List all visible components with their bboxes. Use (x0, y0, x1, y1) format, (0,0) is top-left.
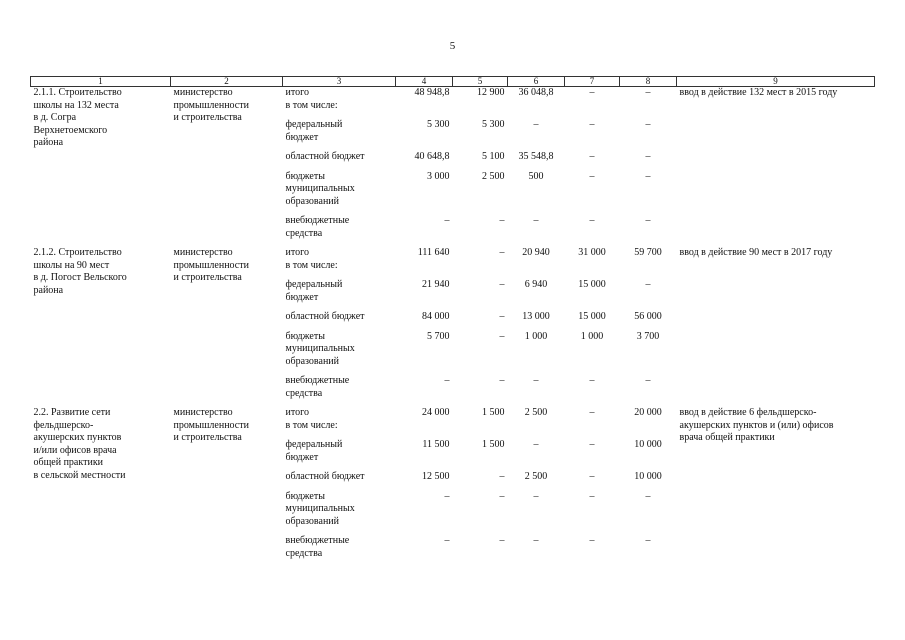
col-header-4: 4 (396, 77, 453, 87)
spacer-cell (565, 528, 620, 535)
spacer-cell (396, 164, 453, 171)
spacer-cell (565, 208, 620, 215)
table-row (31, 247, 875, 272)
amount-col-8: – (645, 279, 651, 290)
funding-source-line: муниципальных (285, 503, 355, 514)
amount-col-4: 111 640 (417, 247, 450, 258)
amount-col-7: – (589, 215, 595, 226)
amount-col-7: – (589, 87, 595, 98)
col-header-6: 6 (508, 77, 565, 87)
funding-source-line: средства (285, 387, 323, 399)
spacer-cell (508, 368, 565, 375)
amount-col-6: 20 940 (522, 247, 550, 258)
amount-col-4: – (444, 215, 450, 226)
funding-source-line: федеральный (285, 119, 343, 130)
funding-source-cell (283, 471, 396, 484)
amount-col-8: 3 700 (636, 330, 660, 342)
funding-source-line: федеральный (285, 439, 343, 450)
spacer-cell (396, 144, 453, 151)
funding-source-line: муниципальных (285, 343, 355, 354)
funding-source-line: в том числе: (285, 259, 338, 271)
executor-line: промышленности (173, 99, 249, 111)
amount-col-4: 40 648,8 (414, 151, 450, 162)
spacer-cell (396, 464, 453, 471)
measure-name-line: фельдшерско- (33, 419, 94, 431)
amount-col-8: – (645, 87, 651, 98)
amount-col-7: – (589, 151, 595, 162)
amount-col-4: 24 000 (422, 407, 450, 418)
measure-name-line: 2.1.1. Строительство (33, 87, 122, 98)
funding-source-line: федеральный (285, 279, 343, 290)
funding-source-cell (283, 375, 396, 400)
funding-source-line: областной бюджет (285, 471, 365, 482)
amount-col-6: 13 000 (522, 311, 550, 322)
measure-name-line: в д. Согра (33, 112, 77, 123)
executor-line: промышленности (173, 259, 249, 271)
funding-source-line: образований (285, 195, 340, 207)
spacer-cell (283, 144, 396, 151)
amount-col-7: 31 000 (578, 247, 606, 258)
spacer-cell (453, 464, 508, 471)
spacer-cell (283, 272, 396, 279)
measure-name-line: района (33, 137, 64, 148)
amount-col-7: – (589, 170, 595, 182)
funding-source-line: в том числе: (285, 99, 338, 111)
funding-source-cell (283, 279, 396, 304)
expected-result-cell (677, 87, 875, 241)
amount-col-4: 3 000 (427, 170, 450, 182)
spacer-cell (565, 304, 620, 311)
funding-source-line: внебюджетные (285, 215, 350, 226)
executor-line: и строительства (173, 432, 242, 443)
amount-col-7: – (589, 439, 595, 450)
amount-col-8: – (645, 490, 651, 502)
funding-source-line: бюджеты (285, 490, 325, 502)
measure-name-line: школы на 90 мест (33, 259, 110, 271)
amount-col-5: 2 500 (482, 170, 505, 182)
amount-col-8: – (645, 119, 651, 130)
amount-col-8: – (645, 170, 651, 182)
spacer-cell (508, 164, 565, 171)
spacer-cell (283, 464, 396, 471)
spacer-cell (396, 112, 453, 119)
spacer-cell (453, 208, 508, 215)
funding-source-line: внебюджетные (285, 375, 350, 386)
expected-result-cell (677, 407, 875, 560)
amount-col-5: – (499, 490, 505, 502)
executor-cell (171, 407, 283, 560)
spacer-cell (565, 464, 620, 471)
amount-col-4: 21 940 (422, 279, 450, 290)
funding-source-cell (283, 247, 396, 272)
amount-col-5: – (499, 471, 505, 482)
amount-col-6: 35 548,8 (518, 151, 554, 162)
amount-col-8: – (645, 151, 651, 162)
amount-col-7: – (589, 119, 595, 130)
executor-line: промышленности (173, 419, 249, 431)
funding-source-line: бюджеты (285, 330, 325, 342)
spacer-cell (565, 164, 620, 171)
spacer-cell (283, 304, 396, 311)
funding-source-line: средства (285, 227, 323, 239)
spacer-cell (508, 208, 565, 215)
measure-name-line: в сельской местности (33, 469, 126, 481)
funding-source-cell (283, 171, 396, 209)
spacer-cell (396, 368, 453, 375)
measure-name-cell (31, 407, 171, 560)
amount-col-4: – (444, 535, 450, 546)
measure-name-line: и/или офисов врача (33, 444, 117, 456)
spacer-cell (620, 304, 677, 311)
spacer-cell (620, 164, 677, 171)
spacer-cell (453, 432, 508, 439)
spacer-cell (283, 208, 396, 215)
spacer-cell (508, 528, 565, 535)
spacer-cell (620, 272, 677, 279)
funding-source-cell (283, 439, 396, 464)
amount-col-5: 1 500 (482, 407, 505, 418)
funding-source-cell (283, 311, 396, 324)
measure-name-line: Верхнетоемского (33, 124, 108, 136)
amount-col-5: – (499, 375, 505, 386)
measure-name-line: 2.1.2. Строительство (33, 247, 122, 258)
measure-name-line: акушерских пунктов (33, 432, 122, 443)
spacer-cell (453, 112, 508, 119)
amount-col-7: 15 000 (578, 279, 606, 290)
spacer-cell (620, 484, 677, 491)
executor-cell (171, 87, 283, 241)
amount-col-7: – (589, 375, 595, 386)
spacer-cell (396, 528, 453, 535)
spacer-cell (453, 324, 508, 331)
amount-col-5: – (499, 247, 505, 258)
amount-col-6: 36 048,8 (518, 87, 554, 98)
spacer-cell (508, 324, 565, 331)
measure-name-line: школы на 132 места (33, 99, 119, 111)
amount-col-6: – (533, 119, 539, 130)
amount-col-5: – (499, 215, 505, 226)
program-table (30, 76, 875, 560)
col-header-7: 7 (565, 77, 620, 87)
expected-result-cell (677, 247, 875, 400)
amount-col-4: 11 500 (422, 439, 450, 450)
measure-name-cell (31, 247, 171, 400)
spacer-cell (620, 464, 677, 471)
amount-col-6: – (533, 375, 539, 386)
amount-col-4: – (444, 490, 450, 502)
amount-col-7: – (589, 407, 595, 418)
expected-result-line: акушерских пунктов и (или) офисов (679, 419, 834, 431)
amount-col-8: – (645, 535, 651, 546)
amount-col-8: 59 700 (634, 247, 662, 258)
funding-source-line: муниципальных (285, 183, 355, 194)
funding-source-line: в том числе: (285, 419, 338, 431)
spacer-cell (453, 484, 508, 491)
funding-source-line: образований (285, 515, 340, 527)
funding-source-cell (283, 535, 396, 560)
amount-col-4: 48 948,8 (414, 87, 450, 98)
funding-source-line: образований (285, 355, 340, 367)
measure-name-cell (31, 87, 171, 241)
executor-cell (171, 247, 283, 400)
spacer-cell (620, 432, 677, 439)
spacer-cell (453, 164, 508, 171)
funding-source-line: итого (285, 407, 309, 418)
amount-col-6: – (533, 490, 539, 502)
spacer-cell (396, 324, 453, 331)
funding-source-line: бюджет (285, 451, 319, 463)
measure-name-line: 2.2. Развитие сети (33, 407, 111, 418)
spacer-cell (396, 432, 453, 439)
funding-source-cell (283, 151, 396, 164)
expected-result-line: врача общей практики (679, 432, 775, 443)
amount-col-6: – (533, 439, 539, 450)
spacer-cell (453, 272, 508, 279)
executor-line: министерство (173, 407, 233, 418)
spacer-cell (565, 432, 620, 439)
amount-col-5: 5 100 (482, 151, 505, 162)
spacer-cell (396, 304, 453, 311)
amount-col-5: 12 900 (477, 87, 505, 98)
funding-source-line: средства (285, 547, 323, 559)
spacer-cell (620, 324, 677, 331)
spacer-cell (283, 164, 396, 171)
funding-source-line: внебюджетные (285, 535, 350, 546)
spacer-cell (565, 324, 620, 331)
col-header-3: 3 (283, 77, 396, 87)
funding-source-cell (283, 407, 396, 432)
amount-col-6: – (533, 215, 539, 226)
executor-line: министерство (173, 87, 233, 98)
amount-col-5: 5 300 (482, 119, 505, 130)
amount-col-6: 6 940 (524, 279, 548, 290)
spacer-cell (508, 272, 565, 279)
amount-col-4: – (444, 375, 450, 386)
amount-col-6: 2 500 (524, 471, 548, 482)
expected-result-line: ввод в действие 132 мест в 2015 году (679, 87, 838, 98)
spacer-cell (283, 432, 396, 439)
spacer-cell (31, 240, 875, 247)
amount-col-4: 5 700 (427, 330, 450, 342)
amount-col-8: 20 000 (634, 407, 662, 418)
funding-source-line: итого (285, 247, 309, 258)
amount-col-7: 15 000 (578, 311, 606, 322)
spacer-cell (565, 112, 620, 119)
column-number-row (31, 77, 875, 87)
amount-col-5: – (499, 535, 505, 546)
amount-col-8: – (645, 215, 651, 226)
spacer-cell (508, 464, 565, 471)
block-spacer (31, 400, 875, 407)
funding-source-cell (283, 87, 396, 113)
executor-line: министерство (173, 247, 233, 258)
funding-source-cell (283, 491, 396, 529)
funding-source-line: бюджеты (285, 170, 325, 182)
funding-source-cell (283, 331, 396, 369)
amount-col-4: 12 500 (422, 471, 450, 482)
spacer-cell (620, 112, 677, 119)
spacer-cell (620, 528, 677, 535)
table-row (31, 407, 875, 432)
col-header-2: 2 (171, 77, 283, 87)
spacer-cell (453, 528, 508, 535)
spacer-cell (565, 368, 620, 375)
funding-source-line: бюджет (285, 131, 319, 143)
measure-name-line: общей практики (33, 457, 104, 468)
spacer-cell (283, 368, 396, 375)
spacer-cell (620, 144, 677, 151)
executor-line: и строительства (173, 272, 242, 283)
block-spacer (31, 240, 875, 247)
col-header-8: 8 (620, 77, 677, 87)
col-header-1: 1 (31, 77, 171, 87)
amount-col-7: – (589, 471, 595, 482)
amount-col-7: – (589, 535, 595, 546)
col-header-9: 9 (677, 77, 875, 87)
amount-col-7: – (589, 490, 595, 502)
spacer-cell (283, 528, 396, 535)
funding-source-line: итого (285, 87, 309, 98)
funding-source-line: областной бюджет (285, 311, 365, 322)
amount-col-5: 1 500 (482, 439, 505, 450)
amount-col-8: 56 000 (634, 311, 662, 322)
amount-col-4: 5 300 (427, 119, 450, 130)
spacer-cell (283, 324, 396, 331)
spacer-cell (453, 304, 508, 311)
funding-source-line: бюджет (285, 291, 319, 303)
amount-col-8: 10 000 (634, 439, 662, 450)
spacer-cell (565, 272, 620, 279)
spacer-cell (620, 368, 677, 375)
col-header-5: 5 (453, 77, 508, 87)
expected-result-line: ввод в действие 6 фельдшерско- (679, 407, 817, 418)
spacer-cell (508, 432, 565, 439)
spacer-cell (283, 484, 396, 491)
spacer-cell (508, 112, 565, 119)
page-number: 5 (449, 40, 456, 52)
funding-source-cell (283, 119, 396, 144)
executor-line: и строительства (173, 112, 242, 123)
measure-name-line: района (33, 284, 64, 296)
table-row (31, 87, 875, 113)
measure-name-line: в д. Погост Вельского (33, 272, 127, 283)
spacer-cell (508, 144, 565, 151)
spacer-cell (396, 208, 453, 215)
table-body (31, 87, 875, 561)
funding-source-cell (283, 215, 396, 240)
spacer-cell (508, 304, 565, 311)
spacer-cell (283, 112, 396, 119)
spacer-cell (396, 272, 453, 279)
amount-col-7: 1 000 (580, 330, 604, 342)
funding-source-line: областной бюджет (285, 151, 365, 162)
amount-col-6: 500 (528, 170, 544, 182)
spacer-cell (453, 144, 508, 151)
spacer-cell (31, 400, 875, 407)
amount-col-6: 2 500 (524, 407, 548, 418)
spacer-cell (453, 368, 508, 375)
spacer-cell (508, 484, 565, 491)
amount-col-6: 1 000 (524, 330, 548, 342)
amount-col-8: – (645, 375, 651, 386)
spacer-cell (620, 208, 677, 215)
amount-col-4: 84 000 (422, 311, 450, 322)
amount-col-5: – (499, 330, 505, 342)
amount-col-8: 10 000 (634, 471, 662, 482)
spacer-cell (396, 484, 453, 491)
expected-result-line: ввод в действие 90 мест в 2017 году (679, 247, 833, 258)
amount-col-5: – (499, 279, 505, 290)
amount-col-5: – (499, 311, 505, 322)
amount-col-6: – (533, 535, 539, 546)
spacer-cell (565, 144, 620, 151)
spacer-cell (565, 484, 620, 491)
